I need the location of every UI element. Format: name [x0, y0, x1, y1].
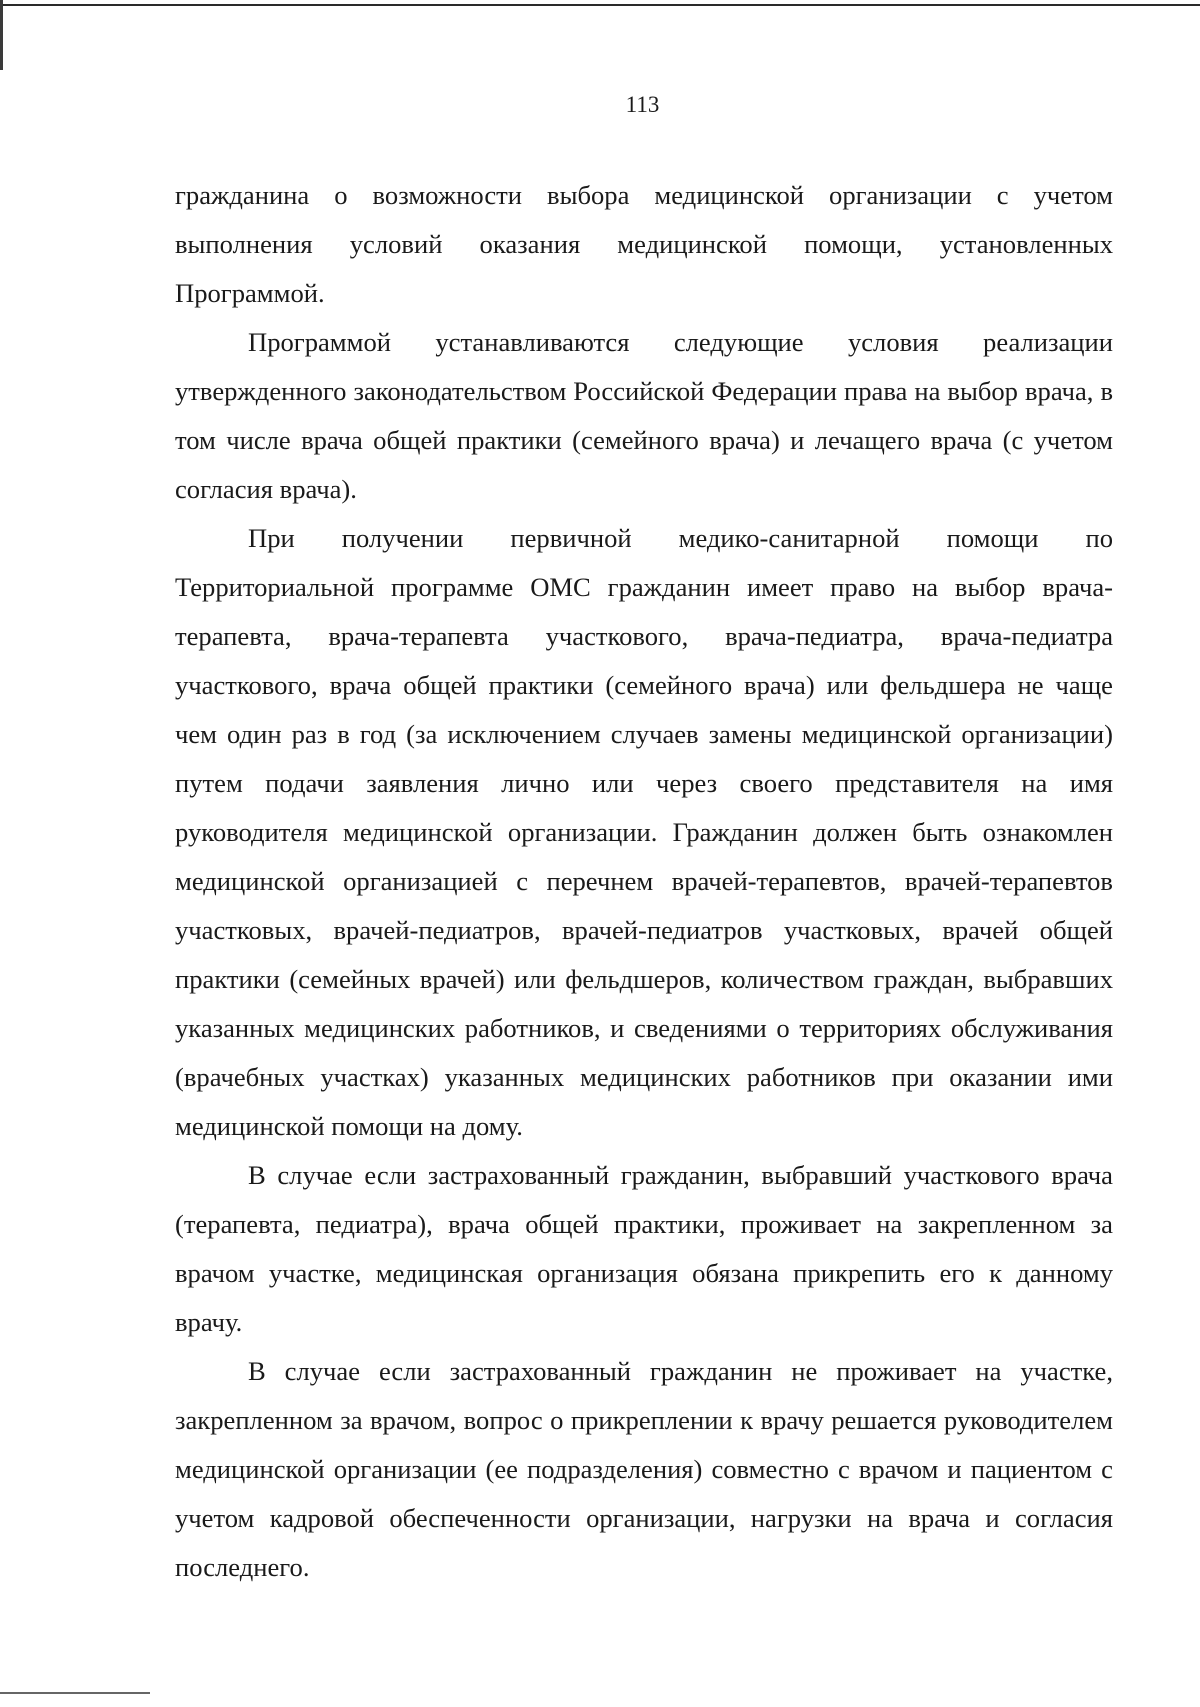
scan-bottom-mark [0, 1692, 150, 1694]
page-number: 113 [625, 92, 660, 117]
paragraph-5: В случае если застрахованный гражданин не проживает на участке, закрепленном за врачом, вопрос о прикреплении к врачу решается руководителем медицинской организации (ее подразделения) совместно с врачом и пациентом с учетом кадровой обеспеченности организации, нагрузки на врача и согласия последнего. [175, 1356, 1113, 1582]
paragraph-1: гражданина о возможности выбора медицинской организации с учетом выполнения условий оказания медицинской помощи, установленных Программой. [175, 180, 1113, 308]
scan-top-border [0, 4, 1200, 6]
paragraph-2: Программой устанавливаются следующие условия реализации утвержденного законодательством Российской Федерации права на выбор врача, в том числе врача общей практики (семейного врача) и лечащего врача (с учетом согласия врача). [175, 327, 1113, 504]
document-body [175, 171, 1113, 1592]
paragraph-4: В случае если застрахованный гражданин, выбравший участкового врача (терапевта, педиатра), врача общей практики, проживает на закрепленном за врачом участке, медицинская организация обязана прикрепить его к данному врачу. [175, 1160, 1113, 1337]
scan-left-edge [0, 0, 3, 70]
paragraph-3: При получении первичной медико-санитарной помощи по Территориальной программе ОМС гражданин имеет право на выбор врача-терапевта, врача-терапевта участкового, врача-педиатра, врача-педиатра участкового, врача общей практики (семейного врача) или фельдшера не чаще чем один раз в год (за исключением случаев замены медицинской организации) путем подачи заявления лично или через своего представителя на имя руководителя медицинской организации. Гражданин должен быть ознакомлен медицинской организацией с перечнем врачей-терапевтов, врачей-терапевтов участковых, врачей-педиатров, врачей-педиатров участковых, врачей общей практики (семейных врачей) или фельдшеров, количеством граждан, выбравших указанных медицинских работников, и сведениями о территориях обслуживания (врачебных участках) указанных медицинских работников при оказании ими медицинской помощи на дому. [175, 523, 1113, 1141]
